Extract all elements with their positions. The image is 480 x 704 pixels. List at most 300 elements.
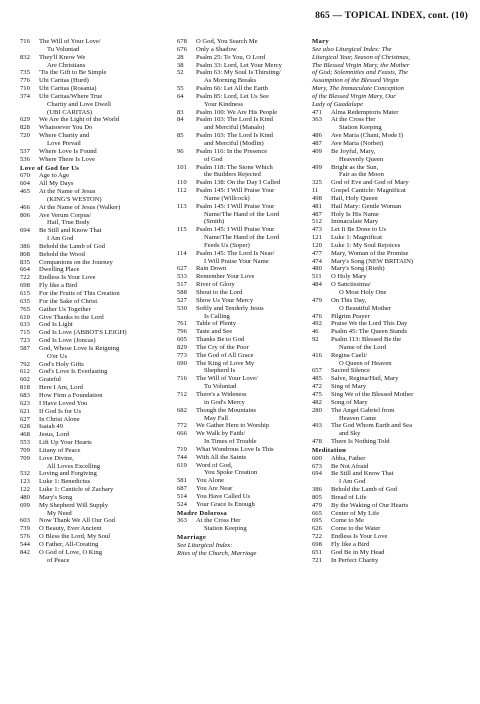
hymn-number: 533: [177, 273, 187, 281]
hymn-number: 120: [312, 241, 322, 249]
index-entry: [312, 116, 464, 132]
hymn-number: 479: [312, 296, 322, 304]
index-entry: [312, 438, 464, 446]
hymn-number: 481: [312, 202, 322, 210]
index-entry: [20, 314, 162, 322]
hymn-number: 83: [177, 108, 184, 116]
title-line: Psalm 145: The Lord Is Near/: [196, 249, 275, 257]
index-entry: [177, 93, 317, 109]
index-entry: [312, 203, 464, 211]
hymn-title: [39, 93, 162, 117]
hymn-title: [39, 243, 162, 251]
index-entry: [312, 328, 464, 336]
title-continuation: and Merciful (Manalo): [204, 124, 265, 132]
title-line: Regina Caeli/: [331, 351, 368, 359]
hymn-title: [39, 329, 162, 337]
hymn-number: 115: [177, 226, 187, 234]
title-line: Ave Maria (Chant, Mode I): [331, 132, 404, 140]
index-entry: [177, 477, 317, 485]
index-entry: [177, 360, 317, 376]
hymn-title: [331, 422, 464, 438]
hymn-number: 604: [20, 180, 30, 188]
title-line: Psalm 85: Lord, Let Us See: [196, 92, 269, 100]
index-entry: [20, 188, 162, 204]
index-entry: [20, 525, 162, 533]
title-line: Come to the Water: [331, 525, 381, 533]
section-heading: Love of God for Us: [20, 164, 80, 172]
title-line: Companions on the Journey: [39, 258, 113, 266]
index-entry: [20, 400, 162, 408]
hymn-number: 517: [177, 281, 187, 289]
hymn-title: [196, 69, 317, 85]
title-continuation: O Most Holy One: [339, 289, 387, 296]
hymn-number: 776: [20, 77, 30, 85]
hymn-number: 619: [177, 461, 187, 469]
hymn-title: [39, 345, 162, 361]
cross-reference-note: [177, 542, 317, 558]
hymn-title: [196, 501, 317, 509]
title-line: You Are Near: [196, 485, 233, 493]
hymn-number: 386: [20, 242, 30, 250]
hymn-number: 473: [312, 226, 322, 234]
index-entry: [20, 494, 162, 502]
hymn-number: 363: [312, 116, 322, 124]
hymn-number: 64: [177, 92, 184, 100]
hymn-title: [331, 541, 464, 549]
hymn-number: 471: [312, 108, 322, 116]
title-continuation: O'er Us: [47, 352, 68, 360]
hymn-number: 805: [312, 493, 322, 501]
index-entry: [177, 148, 317, 164]
index-entry: [177, 203, 317, 227]
title-line: God Is Love (ABBOT'S LEIGH): [39, 329, 127, 337]
hymn-title: [196, 336, 317, 344]
index-entry: [177, 485, 317, 493]
hymn-number: 476: [312, 312, 322, 320]
index-entry: [177, 297, 317, 305]
hymn-number: 719: [177, 445, 187, 453]
title-continuation: Station Keeping: [339, 124, 382, 132]
hymn-title: [331, 407, 464, 423]
hymn-number: 544: [20, 541, 30, 548]
hymn-number: 576: [20, 533, 30, 541]
hymn-number: 832: [20, 53, 30, 61]
title-line: Where There Is Love: [39, 155, 96, 163]
index-entry: [20, 447, 162, 455]
hymn-number: 479: [312, 501, 322, 509]
hymn-number: 796: [177, 328, 187, 336]
index-entry: [20, 517, 162, 525]
hymn-number: 716: [177, 375, 187, 383]
index-entry: [20, 321, 162, 329]
index-entry: [312, 250, 464, 258]
hymn-title: [39, 423, 162, 431]
hymn-title: [331, 533, 464, 541]
hymn-title: [331, 187, 464, 195]
hymn-title: [196, 320, 317, 328]
hymn-number: 530: [177, 304, 187, 312]
hymn-number: 55: [177, 85, 184, 93]
hymn-title: [196, 407, 317, 423]
index-entry: [177, 462, 317, 478]
index-entry: [312, 352, 464, 368]
title-line: Salve, Regina/Hail, Mary: [331, 375, 399, 383]
hymn-title: [39, 85, 162, 93]
index-entry: [312, 391, 464, 399]
hymn-title: [39, 549, 162, 565]
index-column-2: [177, 38, 317, 558]
title-line: God's Holy Gifts: [39, 360, 84, 368]
title-continuation: Charity and Love Dwell: [47, 100, 111, 108]
title-continuation: Love Prevail: [47, 139, 81, 147]
hymn-title: [331, 132, 464, 140]
section-heading: Meditation: [312, 446, 347, 454]
title-line: Give Thanks to the Lord: [39, 313, 104, 321]
title-line: Pilgrim Prayer: [331, 312, 370, 320]
title-line: Remember Your Love: [196, 273, 255, 281]
hymn-number: 38: [177, 61, 184, 69]
title-line: Psalm 145: I Will Praise Your: [196, 202, 275, 210]
index-entry: [177, 116, 317, 132]
index-entry: [177, 336, 317, 344]
index-entry: [20, 478, 162, 486]
title-line: Psalm 66: Let All the Earth: [196, 85, 268, 93]
title-continuation: O Beautiful Mother: [339, 304, 392, 312]
index-entry: [20, 329, 162, 337]
title-line: Ubi Caritas (Rosania): [39, 85, 97, 93]
index-entry: [177, 109, 317, 117]
title-line: Luke 1: Canticle of Zachary: [39, 486, 114, 494]
index-entry: [312, 549, 464, 557]
hymn-title: [39, 227, 162, 243]
title-line: Psalm 145: I Will Praise Your: [196, 187, 275, 195]
index-entry: [20, 345, 162, 361]
hymn-number: 628: [20, 423, 30, 431]
title-line: Psalm 25: To You, O Lord: [196, 53, 266, 61]
hymn-title: [196, 187, 317, 203]
hymn-number: 524: [177, 500, 187, 508]
index-entry: [312, 258, 464, 266]
hymn-number: 627: [177, 265, 187, 273]
section-heading: Mary: [312, 38, 329, 45]
hymn-title: [196, 109, 317, 117]
hymn-number: 629: [20, 116, 30, 124]
title-line: We Walk by Faith/: [196, 430, 246, 438]
title-line: Grateful: [39, 376, 61, 384]
index-entry: [20, 290, 162, 298]
index-entry: [312, 375, 464, 383]
hymn-title: [39, 77, 162, 85]
title-line: Isaiah 49: [39, 423, 63, 431]
hymn-number: 666: [177, 430, 187, 438]
index-entry: [312, 541, 464, 549]
index-entry: [20, 376, 162, 384]
hymn-number: 695: [312, 517, 322, 525]
hymn-title: [196, 93, 317, 109]
hymn-number: 709: [20, 454, 30, 462]
title-line: Hail, Holy Queen: [331, 194, 378, 202]
title-line: Endless Is Your Love: [331, 533, 388, 541]
index-entry: [20, 455, 162, 471]
title-line: Ave Maria (Norbet): [331, 139, 384, 147]
index-entry: [20, 541, 162, 549]
title-continuation: and Sky: [339, 430, 361, 438]
hymn-title: [196, 462, 317, 478]
title-line: Endless Is Your Love: [39, 274, 96, 282]
hymn-title: [331, 218, 464, 226]
hymn-number: 484: [312, 281, 322, 289]
hymn-title: [331, 242, 464, 250]
title-line: Behold the Lamb of God: [331, 486, 397, 494]
title-continuation: Are Christians: [47, 61, 86, 69]
title-continuation: of Peace: [47, 556, 70, 564]
title-continuation: Name (Willcock): [204, 194, 250, 202]
title-line: Mary's Song (Rieth): [331, 265, 385, 273]
title-line: The King of Love My: [196, 359, 255, 367]
hymn-number: 474: [312, 257, 322, 265]
title-line: Fly like a Bird: [331, 541, 370, 548]
title-line: There's a Wideness: [196, 390, 247, 398]
hymn-number: 621: [20, 407, 30, 415]
hymn-title: [196, 164, 317, 180]
hymn-number: 588: [177, 289, 187, 296]
hymn-title: [331, 455, 464, 463]
hymn-number: 698: [20, 282, 30, 290]
hymn-title: [196, 485, 317, 493]
index-entry: [177, 62, 317, 70]
hymn-title: [39, 392, 162, 400]
title-line: Be Joyful, Mary,: [331, 147, 376, 155]
index-entry: [312, 367, 464, 375]
title-line: River of Glory: [196, 281, 235, 289]
title-continuation: (UBI CARITAS): [47, 108, 93, 116]
hymn-number: 92: [312, 336, 319, 344]
hymn-number: 808: [20, 250, 30, 258]
title-line: Whatsoever You Do: [39, 124, 93, 132]
title-line: In Christ Alone: [39, 415, 80, 423]
hymn-number: 486: [312, 132, 322, 140]
hymn-title: [39, 416, 162, 424]
title-continuation: Fair as the Moon: [339, 171, 384, 179]
hymn-title: [196, 54, 317, 62]
hymn-title: [39, 321, 162, 329]
title-line: O Beauty, Ever Ancient: [39, 525, 102, 533]
title-line: Come to Me: [331, 517, 364, 525]
hymn-title: [39, 470, 162, 478]
hymn-title: [331, 140, 464, 148]
title-line: Psalm 45: The Queen Stands: [331, 328, 408, 336]
index-entry: [312, 265, 464, 273]
index-entry: [312, 470, 464, 486]
title-line: Praise We the Lord This Day: [331, 320, 408, 328]
hymn-number: 468: [20, 431, 30, 439]
hymn-number: 485: [312, 375, 322, 383]
hymn-title: [39, 148, 162, 156]
title-line: Be Still and Know That: [39, 227, 102, 235]
hymn-title: [331, 399, 464, 407]
index-entry: [177, 391, 317, 407]
title-line: The God of All Grace: [196, 351, 254, 359]
hymn-title: [39, 259, 162, 267]
hymn-title: [196, 289, 317, 297]
note-line: Liturgical Year, Season of Christmas,: [312, 53, 411, 61]
index-entry: [312, 234, 464, 242]
index-entry: [20, 384, 162, 392]
hymn-number: 110: [177, 179, 187, 187]
title-line: With All the Saints: [196, 453, 247, 461]
index-entry: [177, 344, 317, 352]
hymn-number: 84: [177, 116, 184, 124]
index-entry: [20, 227, 162, 243]
hymn-number: 363: [177, 517, 187, 525]
index-entry: [177, 289, 317, 297]
title-line: At the Cross Her: [331, 116, 376, 124]
title-line: Sing of Mary: [331, 383, 367, 391]
title-continuation: in God's Mercy: [204, 398, 245, 406]
title-line: Psalm 145: I Will Praise Your: [196, 226, 275, 234]
title-line: You Alone: [196, 477, 225, 485]
hymn-title: [39, 478, 162, 486]
hymn-title: [196, 265, 317, 273]
index-entry: [177, 164, 317, 180]
hymn-number: 553: [20, 439, 30, 447]
hymn-number: 416: [312, 351, 322, 359]
hymn-title: [196, 148, 317, 164]
hymn-title: [39, 298, 162, 306]
title-line: At the Name of Jesus: [39, 188, 96, 196]
note-line: See also Liturgical Index: The: [312, 45, 392, 53]
hymn-number: 698: [312, 541, 322, 548]
title-continuation: Name of the Lord: [339, 343, 387, 351]
index-entry: [20, 77, 162, 85]
title-line: Show Us Your Mercy: [196, 296, 254, 304]
hymn-title: [39, 431, 162, 439]
hymn-title: [39, 455, 162, 471]
title-continuation: May Fall: [204, 414, 228, 422]
index-entry: [177, 85, 317, 93]
index-entry: [177, 305, 317, 321]
index-entry: [20, 306, 162, 314]
hymn-number: 835: [20, 258, 30, 266]
title-continuation: All Loves Excelling: [47, 462, 101, 470]
index-entry: [20, 439, 162, 447]
hymn-title: [331, 265, 464, 273]
hymn-number: 113: [177, 202, 187, 210]
index-entry: [312, 242, 464, 250]
index-entry: [177, 273, 317, 281]
index-entry: [312, 211, 464, 219]
index-entry: [177, 517, 317, 533]
hymn-title: [39, 172, 162, 180]
hymn-number: 603: [20, 517, 30, 525]
hymn-number: 744: [177, 453, 187, 461]
title-line: Only a Shadow: [196, 45, 237, 53]
hymn-number: 722: [20, 274, 30, 282]
hymn-number: 690: [177, 359, 187, 367]
title-line: Table of Plenty: [196, 320, 237, 328]
hymn-number: 114: [177, 249, 187, 257]
hymn-title: [196, 38, 317, 46]
index-entry: [312, 226, 464, 234]
hymn-title: [196, 454, 317, 462]
title-line: Ave Verum Corpus/: [39, 211, 92, 219]
hymn-title: [39, 314, 162, 322]
title-line: Dwelling Place: [39, 266, 80, 274]
title-line: Be Not Afraid: [331, 462, 369, 470]
note-line: Lady of Guadalupe: [312, 100, 363, 108]
hymn-title: [331, 164, 464, 180]
hymn-title: [196, 250, 317, 266]
section-heading: Madre Dolorosa: [177, 509, 227, 517]
hymn-number: 477: [312, 249, 322, 257]
hymn-number: 121: [312, 234, 322, 242]
title-line: Mary's Song (NEW BRITAIN): [331, 257, 414, 265]
page-header: 865 — TOPICAL INDEX, cont. (10): [315, 11, 468, 21]
index-entry: [177, 69, 317, 85]
hymn-title: [331, 486, 464, 494]
hymn-number: 480: [312, 265, 322, 273]
hymn-number: 602: [20, 376, 30, 384]
hymn-title: [39, 400, 162, 408]
hymn-title: [196, 517, 317, 533]
index-entry: [312, 164, 464, 180]
index-entry: [312, 422, 464, 438]
index-entry: [20, 180, 162, 188]
hymn-number: 487: [312, 139, 322, 147]
hymn-number: 478: [312, 438, 322, 446]
hymn-title: [331, 383, 464, 391]
title-line: Taste and See: [196, 328, 233, 336]
hymn-number: 600: [312, 454, 322, 462]
hymn-title: [331, 116, 464, 132]
title-line: Psalm 33: Lord, Let Your Mercy: [196, 61, 282, 69]
hymn-number: 465: [20, 188, 30, 196]
hymn-title: [39, 274, 162, 282]
hymn-title: [39, 156, 162, 164]
hymn-title: [331, 313, 464, 321]
hymn-number: 374: [20, 92, 30, 100]
hymn-number: 683: [20, 391, 30, 399]
index-entry: [20, 148, 162, 156]
hymn-title: [331, 320, 464, 328]
hymn-title: [331, 273, 464, 281]
hymn-number: 773: [177, 351, 187, 359]
index-entry: [20, 69, 162, 77]
cross-reference-note: [312, 46, 464, 109]
index-entry: [177, 320, 317, 328]
hymn-title: [331, 234, 464, 242]
title-line: Now Thank We All Our God: [39, 517, 115, 525]
hymn-title: [331, 494, 464, 502]
title-line: Psalm 100: We Are His People: [196, 108, 278, 116]
hymn-title: [331, 463, 464, 471]
hymn-title: [331, 375, 464, 383]
title-line: O Father, All-Creating: [39, 541, 99, 548]
hymn-number: 709: [20, 446, 30, 454]
note-line: Mary, The Immaculate Conception: [312, 85, 404, 93]
title-line: In Perfect Charity: [331, 556, 379, 564]
hymn-number: 710: [20, 85, 30, 93]
title-line: Sacred Silence: [331, 367, 370, 375]
title-continuation: Name/The Hand of the Lord: [204, 210, 280, 218]
hymn-number: 665: [312, 509, 322, 517]
index-entry: [312, 140, 464, 148]
hymn-number: 806: [20, 211, 30, 219]
title-line: God's Love Is Everlasting: [39, 368, 108, 376]
index-entry: [20, 204, 162, 212]
hymn-title: [39, 212, 162, 228]
index-entry: [312, 313, 464, 321]
